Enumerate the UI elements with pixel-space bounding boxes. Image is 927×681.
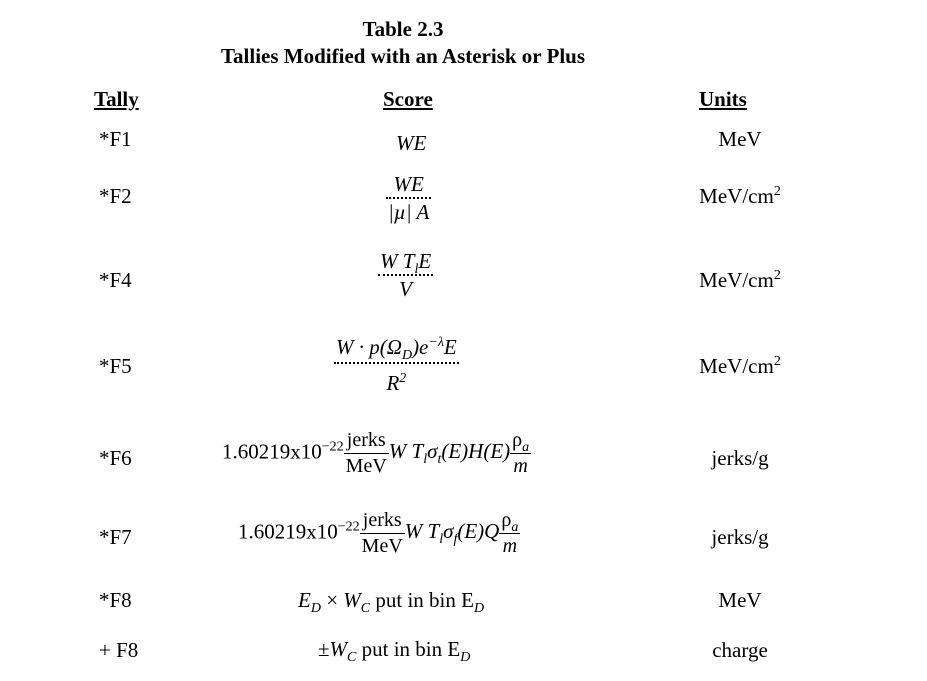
score-denominator: |µ| A [388,200,430,225]
units-cell: charge [712,638,768,662]
score-cell [334,336,459,394]
units-cell: MeV [718,127,762,151]
header-score: Score [383,87,433,111]
score-numerator-c: E [443,335,457,359]
score-cell [378,250,433,300]
units-cell: jerks/g [711,446,769,470]
score-w-subscript: C [360,601,371,617]
score-cell [238,510,520,557]
table-caption: Tallies Modified with an Asterisk or Plus [220,44,586,68]
score-tail-subscript: D [473,601,485,617]
score-e: E [298,588,311,612]
score-rho-subscript: a [511,520,519,535]
score-exponent: −22 [321,439,344,455]
score-cell [222,430,531,477]
score-w-subscript: C [347,650,357,666]
tally-cell: *F7 [99,525,132,549]
score-fraction-denominator: MeV [345,455,387,477]
score-plusminus: ± [318,637,330,661]
table-number: Table 2.3 [362,17,444,41]
score-denominator: R [386,371,400,396]
units-text: MeV/cm [699,184,774,208]
score-term-a: W T [404,519,440,544]
score-rho-subscript: a [522,440,530,455]
score-cell [386,173,431,223]
score-subscript-1: l [423,452,428,468]
score-term-a: W T [388,439,424,464]
score-cell [318,637,471,666]
units-text: MeV/cm [699,268,774,292]
score-fraction-numerator: jerks [362,509,402,531]
units-exponent: 2 [773,184,781,199]
units-exponent: 2 [773,268,781,283]
score-numerator-tail: E [418,249,432,273]
score-numerator-b: )e [412,335,429,359]
score-denominator-exponent: 2 [399,371,407,387]
score-numerator: WE [393,172,424,196]
tally-cell: *F4 [99,268,132,292]
score-subscript: D [401,348,413,364]
score-rho-denominator: m [513,455,528,477]
tally-cell: + F8 [99,638,139,662]
tally-cell: *F8 [99,588,132,612]
score-subscript-2: t [437,452,442,468]
score-subscript-2: f [453,532,458,548]
units-cell: jerks/g [711,525,769,549]
score-times: × [320,588,344,612]
units-cell [640,268,840,293]
tally-cell: *F2 [99,184,132,208]
score-coefficient: 1.60219x10 [238,519,338,544]
score-term-c: (E)Q [457,519,500,544]
score-denominator: V [399,277,412,302]
units-text: MeV/cm [699,354,774,378]
score-tail: put in bin E [370,588,474,612]
score-exponent: −22 [337,519,360,535]
score-superscript: −λ [428,335,444,350]
score-rho: ρ [512,429,523,451]
units-cell [640,354,840,379]
score-w: W [329,637,348,661]
score-term-c: (E)H(E) [441,439,511,464]
score-numerator-a: W · p(Ω [336,335,402,359]
score-rho-denominator: m [502,535,518,557]
score-subscript: l [414,262,419,278]
header-units: Units [699,87,747,111]
tally-cell: *F1 [99,127,132,151]
tally-cell: *F5 [99,354,132,378]
units-cell: MeV [718,588,762,612]
score-term-b: σ [427,439,438,464]
score-cell: WE [396,131,427,155]
units-cell [640,184,840,209]
header-tally: Tally [94,87,139,111]
score-tail-subscript: D [460,650,471,666]
score-coefficient: 1.60219x10 [222,439,322,464]
score-cell [298,588,485,617]
score-fraction-denominator: MeV [361,535,403,557]
score-numerator: W T [380,249,415,273]
score-fraction-numerator: jerks [346,429,386,451]
score-e-subscript: D [310,601,321,617]
score-term-b: σ [443,519,454,544]
tally-cell: *F6 [99,446,132,470]
score-tail: put in bin E [356,637,461,661]
score-subscript-1: l [439,532,444,548]
score-w: W [343,588,361,612]
units-exponent: 2 [773,354,781,369]
score-rho: ρ [501,509,512,531]
